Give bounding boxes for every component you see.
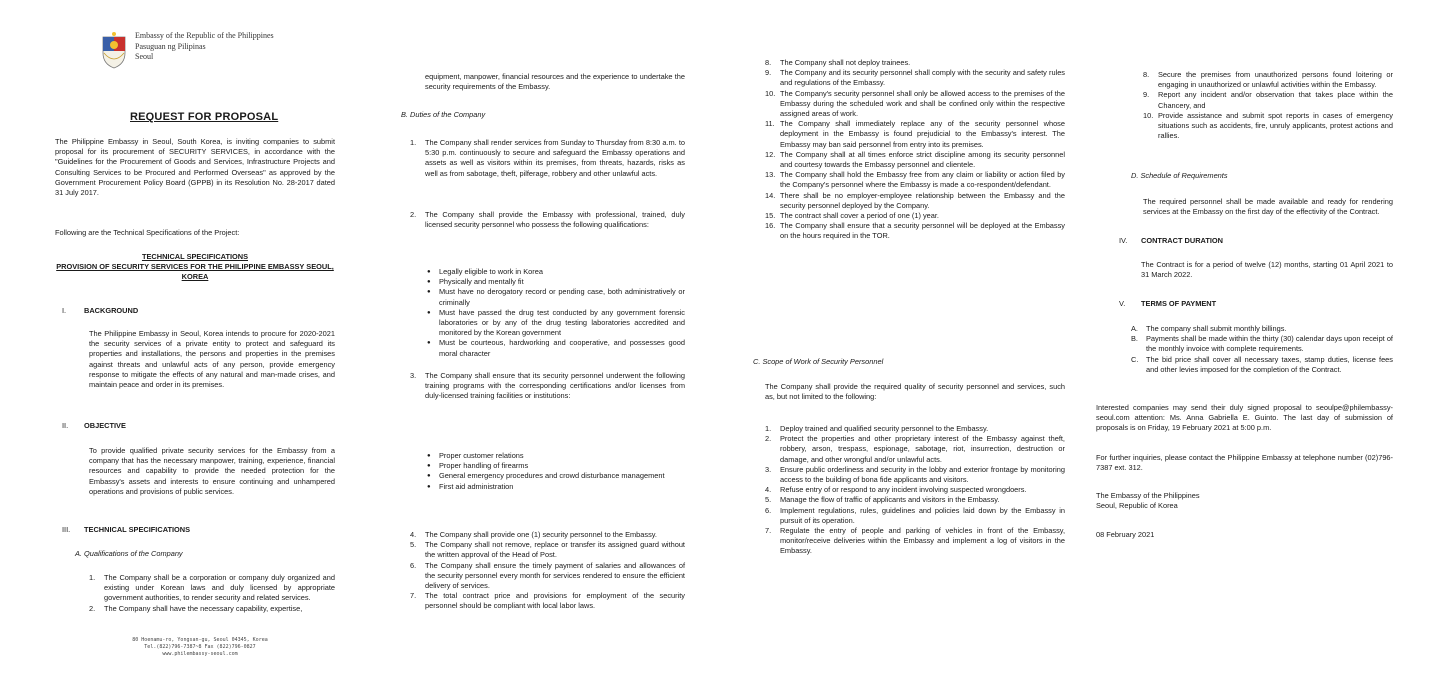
- subsection-b-heading: B. Duties of the Company: [401, 110, 486, 119]
- list-item: 12. The Company shall at all times enforce strict discipline among its security personnel and courtesy towards the Embassy personnel and clientele.: [765, 149, 1065, 170]
- duty-3: 3. The Company shall ensure that its security personnel underwent the following training programs with the corresponding certifications and/or licenses from duly-licensed training facilities or institutions:: [410, 371, 685, 401]
- page-3: [727, 0, 1091, 682]
- duty-1: 1. The Company shall render services from Sunday to Thursday from 8:30 a.m. to 5:30 p.m. continuously to secure and safeguard the Embassy operations and assets as well as visitors within its premises, from threats, hazards, risks as well as from sabotage, theft, pilferage, robbery and other unlawful acts.: [410, 138, 685, 178]
- list-item: ● Must be courteous, hardworking and cooperative, and possesses good moral character: [427, 338, 685, 358]
- signature-block: [1096, 491, 1200, 511]
- list-item: 7. Regulate the entry of people and parking of vehicles in front of the Embassy, monitor/receive deliveries within the Embassy and implement a log of visitors in the Embassy.: [765, 526, 1065, 556]
- scope-intro: The Company shall provide the required quality of security personnel and services, such as, but not limited to the following:: [765, 382, 1065, 402]
- section-duration-heading: IV. CONTRACT DURATION: [1119, 236, 1223, 245]
- section-payment-heading: V. TERMS OF PAYMENT: [1119, 299, 1217, 308]
- tech-spec-heading: TECHNICAL SPECIFICATIONS: [141, 252, 249, 261]
- list-item: 8. The Company shall not deploy trainees.: [765, 58, 911, 67]
- list-item: 10. The Company's security personnel shall only be allowed access to the premises of the Embassy during the scheduled work and shall be confined only within the respective assigned areas of work.: [765, 88, 1065, 119]
- section-techspec-heading: III. TECHNICAL SPECIFICATIONS: [62, 525, 191, 534]
- duties-8-16-list: [765, 58, 1065, 242]
- embassy-name-filipino: Pasuguan ng Pilipinas: [135, 41, 206, 51]
- page-title: REQUEST FOR PROPOSAL: [130, 111, 279, 123]
- document-date: 08 February 2021: [1096, 530, 1155, 539]
- signatory-name: The Embassy of the Philippines: [1096, 491, 1200, 500]
- list-item: 5. Manage the flow of traffic of applicants and visitors in the Embassy.: [765, 495, 1000, 505]
- duty-3-training-list: [427, 451, 685, 492]
- subsection-c-heading: C. Scope of Work of Security Personnel: [753, 357, 884, 366]
- list-item: 14. There shall be no employer-employee relationship between the Embassy and the security personnel deployed by the Company.: [765, 190, 1065, 210]
- embassy-name: Embassy of the Republic of the Philippines: [135, 31, 274, 40]
- qualifications-continued: equipment, manpower, financial resources and the experience to undertake the security requirements of the Embassy.: [425, 72, 685, 92]
- list-item: 1. The Company shall be a corporation or company duly organized and existing under Korean laws and duly licensed by appropriate government authorities, to render security and related services.: [89, 573, 335, 603]
- list-item: 2. The Company shall have the necessary capability, expertise,: [89, 603, 303, 613]
- list-item: 6. The Company shall ensure the timely payment of salaries and allowances of the security personnel every month for services rendered to ensure the efficient delivery of services.: [410, 560, 685, 591]
- embassy-city: Seoul: [135, 52, 154, 61]
- background-text: The Philippine Embassy in Seoul, Korea intends to procure for 2020-2021 the security services of a private entity to protect and safeguard its properties and installations, the persons and properties in the premises against threats and unlawful acts of any person, provide emergency response to mitigate the effects of any natural and man-made crises, and maintain peace and order in its premises.: [89, 329, 335, 390]
- following-text: Following are the Technical Specifications of the Project:: [55, 228, 240, 237]
- list-item: A. The company shall submit monthly billings.: [1131, 324, 1287, 333]
- list-item: 6. Implement regulations, rules, guidelines and policies laid down by the Embassy in pursuit of its operation.: [765, 505, 1065, 525]
- list-item: 16. The Company shall ensure that a security personnel will be deployed at the Embassy on the hours required in the TOR.: [765, 221, 1065, 241]
- list-item: ● Physically and mentally fit: [427, 277, 685, 287]
- list-item: 13. The Company shall hold the Embassy free from any claim or liability or action filed by the Company's personnel where the Embassy is made a co-respondent/defendant.: [765, 170, 1065, 190]
- subsection-a-heading: A. Qualifications of the Company: [75, 549, 183, 558]
- duty-2: 2. The Company shall provide the Embassy with professional, trained, duly licensed security personnel who possess the following qualifications:: [410, 210, 685, 230]
- list-item: ● Legally eligible to work in Korea: [427, 267, 685, 277]
- section-objective-heading: II. OBJECTIVE: [62, 421, 126, 430]
- letterhead: [100, 31, 340, 71]
- submission-text: Interested companies may send their duly signed proposal to seoulpe@philembassy-seoul.com attention: Ms. Anna Gabriella E. Guinto. The last day of submission of proposals is on Friday, 19 February 2021 at 5:00 p.m.: [1096, 403, 1393, 433]
- scope-of-work-list: [765, 424, 1065, 557]
- list-item: 8. Secure the premises from unauthorized persons found loitering or engaging in unauthorized or unlawful activities within the Embassy.: [1143, 70, 1393, 90]
- schedule-text: The required personnel shall be made available and ready for rendering services at the Embassy on the first day of the effectivity of the Contract.: [1143, 197, 1393, 217]
- list-item: 3. Ensure public orderliness and security in the lobby and exterior frontage by monitoring access to the building of bona fide applicants and visitors.: [765, 464, 1065, 485]
- list-item: ● Proper customer relations: [427, 451, 685, 461]
- list-item: 9. Report any incident and/or observation that takes place within the Chancery, and: [1143, 90, 1393, 110]
- list-item: C. The bid price shall cover all necessary taxes, stamp duties, license fees and other levies imposed for the completion of the Contract.: [1131, 354, 1393, 374]
- list-item: ● General emergency procedures and crowd disturbance management: [427, 471, 685, 481]
- intro-paragraph: The Philippine Embassy in Seoul, South Korea, is inviting companies to submit proposal for its procurement of SECURITY SERVICES, in accordance with the "Guidelines for the Procurement of Goods and Services, Infrastructure Projects and Consulting Services to be Procured and Performed Overseas" as approved by the Government Procurement Policy Board (GPPB) in its Resolution No. 28-2017 dated 31 July 2017.: [55, 137, 335, 198]
- signatory-location: Seoul, Republic of Korea: [1096, 501, 1178, 511]
- list-item: 4. The Company shall provide one (1) security personnel to the Embassy.: [410, 530, 657, 539]
- list-item: 5. The Company shall not remove, replace or transfer its assigned guard without the written approval of the Head of Post.: [410, 540, 685, 560]
- payment-terms-list: [1131, 324, 1393, 375]
- page-1: [0, 0, 363, 682]
- list-item: ● First aid administration: [427, 482, 685, 492]
- list-item: 9. The Company and its security personnel shall comply with the security and safety rules and regulations of the Embassy.: [765, 68, 1065, 88]
- subsection-d-heading: D. Schedule of Requirements: [1131, 171, 1228, 180]
- qualifications-list: [89, 573, 335, 614]
- list-item: ● Proper handling of firearms: [427, 461, 685, 471]
- duration-text: The Contract is for a period of twelve (12) months, starting 01 April 2021 to 31 March 2022.: [1141, 260, 1393, 280]
- duty-2-qualifications-list: [427, 267, 685, 359]
- list-item: 15. The contract shall cover a period of one (1) year.: [765, 211, 939, 221]
- section-background-heading: I. BACKGROUND: [62, 306, 139, 315]
- project-title: PROVISION OF SECURITY SERVICES FOR THE PHILIPPINE EMBASSY SEOUL, KOREA: [56, 262, 334, 282]
- list-item: 10. Provide assistance and submit spot reports in cases of emergency situations such as accidents, fire, unruly applicants, protest actions and rallies.: [1143, 110, 1393, 141]
- inquiries-text: For further inquiries, please contact the Philippine Embassy at telephone number (02)796-7387 ext. 312.: [1096, 453, 1393, 473]
- list-item: 7. The total contract price and provisions for employment of the security personnel should be compliant with local labor laws.: [410, 591, 685, 611]
- page-4: [1091, 0, 1454, 682]
- list-item: 4. Refuse entry of or respond to any incident involving suspected wrongdoers.: [765, 485, 1027, 495]
- list-item: 1. Deploy trained and qualified security personnel to the Embassy.: [765, 424, 989, 433]
- duties-4-7-list: [410, 530, 685, 612]
- page-2: [363, 0, 727, 682]
- list-item: ● Must have no derogatory record or pending case, both administratively or criminally: [427, 287, 685, 307]
- philippine-seal-icon: [100, 31, 128, 69]
- list-item: 11. The Company shall immediately replace any of the security personnel whose deployment in the Embassy is found prejudicial to the Embassy's interest. The Embassy may ban said personnel from entry into its premises.: [765, 119, 1065, 149]
- list-item: ● Must have passed the drug test conducted by any government forensic laboratories or by any of the drug testing laboratories accredited and monitored by the Korean government: [427, 308, 685, 339]
- list-item: 2. Protect the properties and other proprietary interest of the Embassy against theft, robbery, arson, trespass, espionage, sabotage, riot, insurrection, destruction or damage, and other wrongful and/or unlawful acts.: [765, 434, 1065, 464]
- scope-of-work-list-continued: [1143, 70, 1393, 141]
- objective-text: To provide qualified private security services for the Embassy from a company that has the necessary manpower, training, experience, financial resources and capability to provide the needed protection for the Embassy's assets and interests to ensure continuing and unhampered operations and provisions of public services.: [89, 446, 335, 496]
- list-item: B. Payments shall be made within the thirty (30) calendar days upon receipt of the monthly invoice with complete requirements.: [1131, 334, 1393, 354]
- footer-address: 80 Hoenamu-ro, Yongsan-gu, Seoul 04345, Korea Tel.(822)796-7387~8 Fax (822)796-0827 www.philembassy-seoul.com: [132, 637, 268, 658]
